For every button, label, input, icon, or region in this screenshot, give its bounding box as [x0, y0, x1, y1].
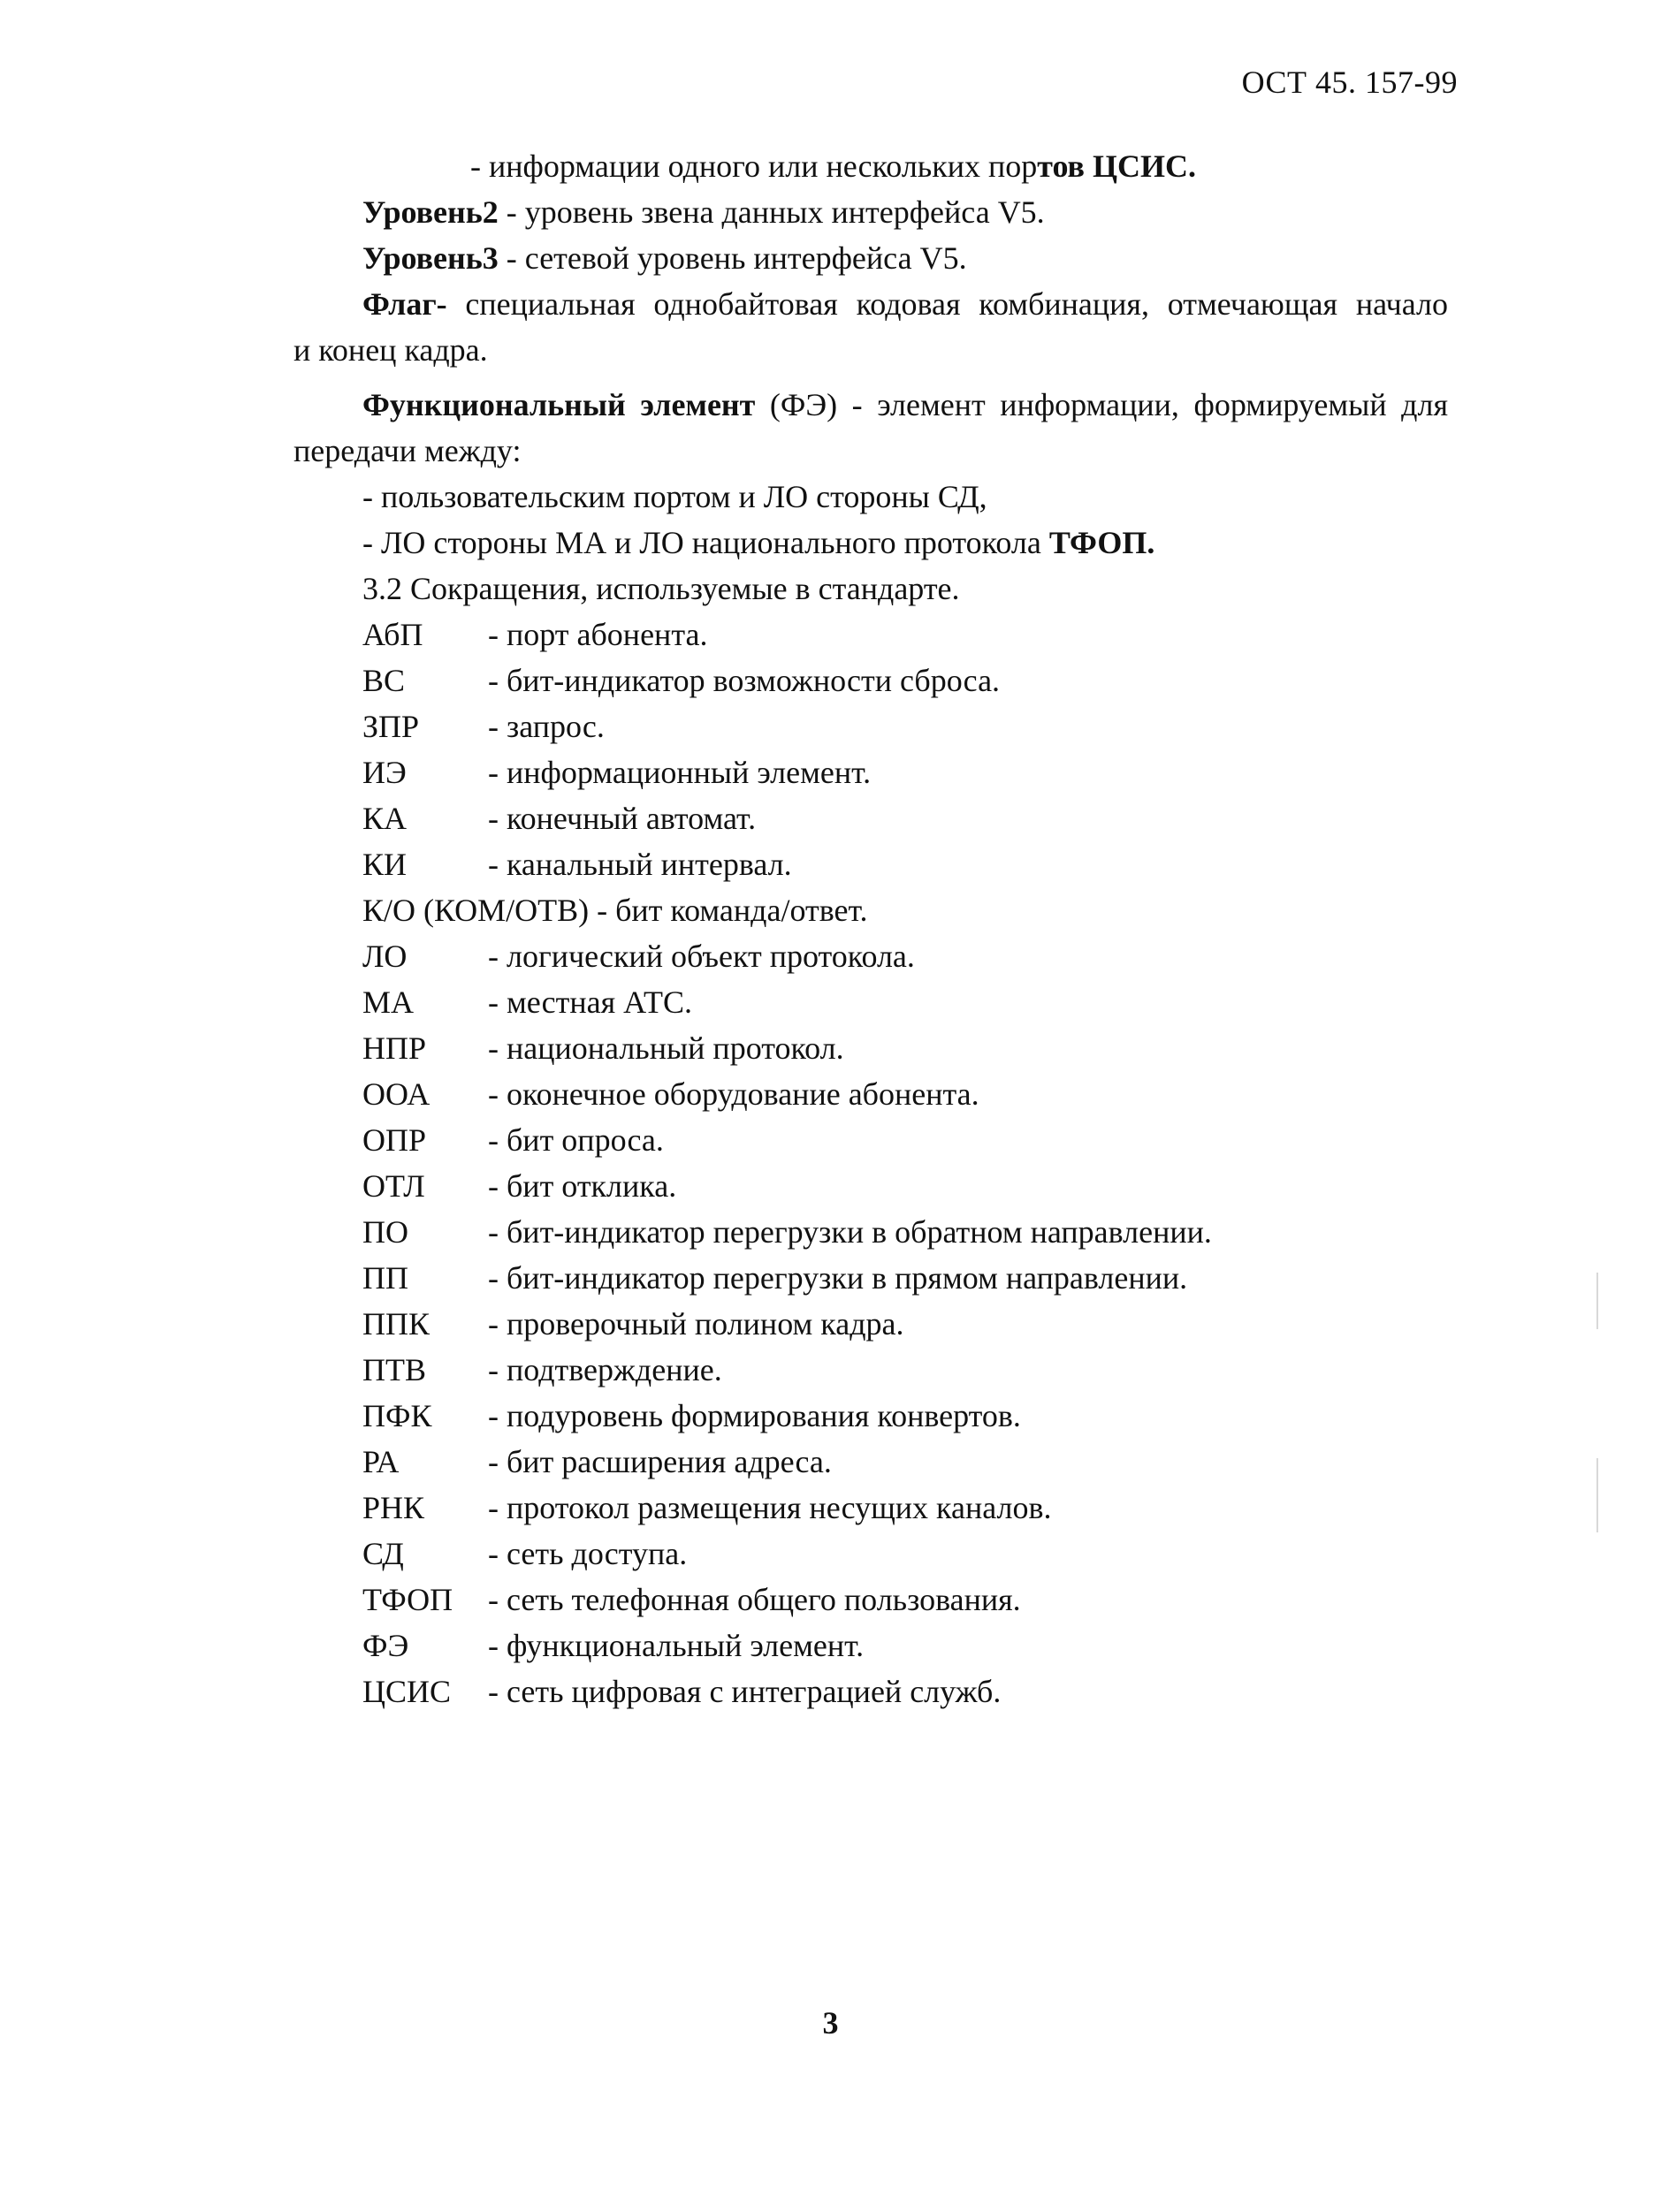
- fe-item-2-text: - ЛО стороны МА и ЛО национального протокола: [362, 525, 1049, 560]
- abbreviation-definition: - национальный протокол.: [488, 1030, 844, 1066]
- flag-definition-continuation: и конец кадра.: [293, 332, 488, 368]
- level3-text: - сетевой уровень интерфейса V5.: [498, 240, 967, 276]
- flag-text: специальная однобайтовая кодовая комбинация, отмечающая начало: [446, 286, 1448, 322]
- abbreviation-term: ПП: [362, 1260, 408, 1296]
- abbreviation-definition: - информационный элемент.: [488, 755, 872, 790]
- abbreviation-term: ФЭ: [362, 1628, 409, 1663]
- section-title: 3.2 Сокращения, используемые в стандарте.: [362, 571, 960, 606]
- fe-item-2-bold: ТФОП.: [1048, 525, 1155, 560]
- abbreviation-definition: - логический объект протокола.: [488, 939, 915, 974]
- abbreviation-definition: - конечный автомат.: [488, 801, 757, 836]
- ports-line-text: - информации одного или нескольких пор: [470, 148, 1038, 184]
- fe-definition-continuation: передачи между:: [293, 433, 522, 468]
- abbreviation-definition: - сеть доступа.: [488, 1536, 688, 1571]
- abbreviation-definition: - проверочный полином кадра.: [488, 1306, 904, 1342]
- abbreviation-term: ОТЛ: [362, 1168, 425, 1204]
- abbreviation-term: К/О (КОМ/ОТВ) - бит команда/ответ.: [362, 893, 868, 928]
- abbreviation-term: ПО: [362, 1214, 408, 1250]
- abbreviation-term: РА: [362, 1444, 400, 1479]
- abbreviation-term: АбП: [362, 617, 423, 652]
- abbreviation-term: КА: [362, 801, 408, 836]
- level2-text: - уровень звена данных интерфейса V5.: [498, 194, 1045, 230]
- page-number: 3: [822, 2005, 839, 2041]
- abbreviation-definition: - бит опроса.: [488, 1122, 664, 1158]
- fe-item-1: - пользовательским портом и ЛО стороны СД,: [362, 479, 987, 514]
- abbreviation-definition: - порт абонента.: [488, 617, 708, 652]
- abbreviation-term: ЛО: [362, 939, 408, 974]
- abbreviation-definition: - бит расширения адреса.: [488, 1444, 832, 1479]
- abbreviation-term: НПР: [362, 1030, 427, 1066]
- abbreviation-definition: - канальный интервал.: [488, 847, 792, 882]
- abbreviation-term: ИЭ: [362, 755, 407, 790]
- level3-term: Уровень3: [362, 240, 499, 276]
- abbreviation-term: СД: [362, 1536, 404, 1571]
- abbreviation-term: ОПР: [362, 1122, 427, 1158]
- abbreviation-term: ЦСИС: [362, 1674, 452, 1709]
- fe-item-2: [362, 523, 1154, 562]
- level2-term: Уровень2: [362, 194, 499, 230]
- abbreviation-term: КИ: [362, 847, 408, 882]
- abbreviation-term: ПФК: [362, 1398, 432, 1433]
- abbreviation-definition: - функциональный элемент.: [488, 1628, 865, 1663]
- fe-text: (ФЭ) - элемент информации, формируемый для: [755, 387, 1449, 422]
- abbreviation-definition: - бит-индикатор перегрузки в обратном направлении.: [488, 1214, 1212, 1250]
- abbreviation-definition: - протокол размещения несущих каналов.: [488, 1490, 1052, 1525]
- document-code: ОСТ 45. 157-99: [1241, 65, 1458, 100]
- abbreviation-definition: - подуровень формирования конвертов.: [488, 1398, 1021, 1433]
- fe-definition: [362, 385, 1448, 424]
- abbreviation-term: РНК: [362, 1490, 425, 1525]
- abbreviation-term: ПТВ: [362, 1352, 426, 1387]
- abbreviation-term: ППК: [362, 1306, 430, 1342]
- abbreviation-definition: - оконечное оборудование абонента.: [488, 1076, 979, 1112]
- abbreviation-term: ЗПР: [362, 709, 420, 744]
- level2-definition: [362, 193, 1045, 232]
- abbreviation-definition: - бит-индикатор перегрузки в прямом направлении.: [488, 1260, 1188, 1296]
- flag-definition: [362, 285, 1448, 323]
- abbreviation-term: МА: [362, 984, 415, 1020]
- level3-definition: [362, 239, 967, 277]
- abbreviation-definition: - бит отклика.: [488, 1168, 677, 1204]
- abbreviation-term: ООА: [362, 1076, 430, 1112]
- abbreviation-definition: - запрос.: [488, 709, 605, 744]
- ports-line-bold: тов ЦСИС.: [1037, 148, 1196, 184]
- ports-line: [470, 147, 1196, 186]
- scan-artifact: [1596, 1273, 1598, 1329]
- abbreviation-term: ТФОП: [362, 1582, 453, 1617]
- abbreviation-definition: - сеть цифровая с интеграцией служб.: [488, 1674, 1002, 1709]
- abbreviation-definition: - сеть телефонная общего пользования.: [488, 1582, 1021, 1617]
- abbreviation-term: ВС: [362, 663, 406, 698]
- abbreviation-definition: - подтверждение.: [488, 1352, 722, 1387]
- scan-artifact: [1596, 1458, 1598, 1532]
- fe-term: Функциональный элемент: [362, 387, 756, 422]
- abbreviation-definition: - бит-индикатор возможности сброса.: [488, 663, 1001, 698]
- abbreviation-definition: - местная АТС.: [488, 984, 692, 1020]
- flag-term: Флаг-: [362, 286, 447, 322]
